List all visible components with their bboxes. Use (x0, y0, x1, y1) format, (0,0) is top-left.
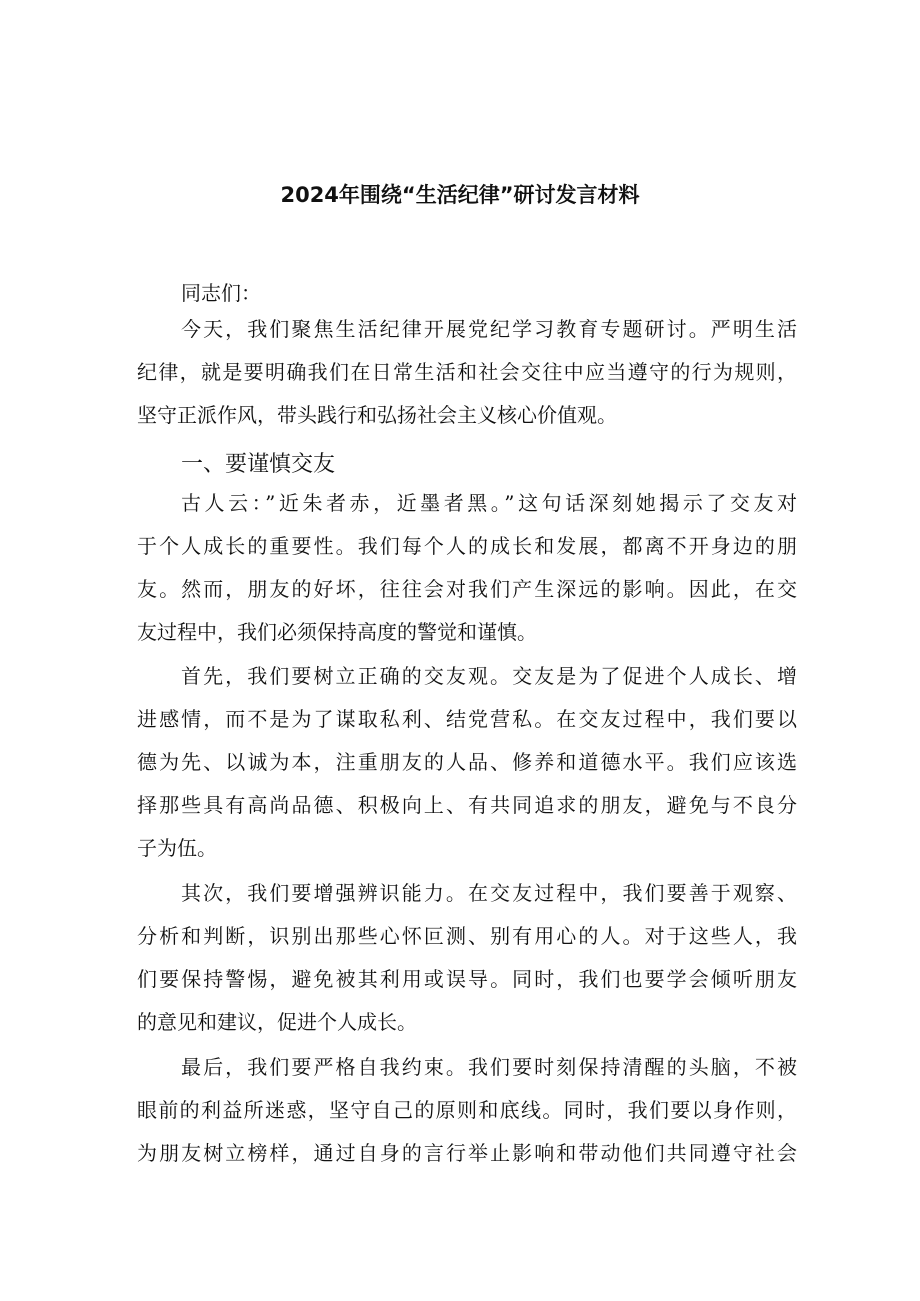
paragraph-line: 最后，我们要严格自我约束。我们要时刻保持清醒的头脑，不被 (181, 1055, 797, 1079)
paragraph-line: 友过程中，我们必须保持高度的警觉和谨慎。 (137, 620, 537, 644)
paragraph-line: 于个人成长的重要性。我们每个人的成长和发展，都离不开身边的朋 (137, 534, 797, 558)
section-heading: 一、要谨慎交友 (181, 452, 336, 477)
paragraph-line: 坚守正派作风，带头践行和弘扬社会主义核心价值观。 (137, 403, 617, 427)
paragraph-line: 德为先、以诚为本，注重朋友的人品、修养和道德水平。我们应该选 (137, 750, 797, 774)
paragraph-line: 古人云：”近朱者赤，近墨者黑。”这句话深刻她揭示了交友对 (181, 491, 797, 515)
paragraph-line: 们要保持警惕，避免被其利用或误导。同时，我们也要学会倾听朋友 (137, 967, 797, 991)
paragraph-line: 择那些具有高尚品德、积极向上、有共同追求的朋友，避免与不良分 (137, 793, 797, 817)
paragraph-line: 纪律，就是要明确我们在日常生活和社会交往中应当遵守的行为规则， (137, 360, 797, 384)
paragraph-line: 今天，我们聚焦生活纪律开展党纪学习教育专题研讨。严明生活 (181, 317, 797, 341)
paragraph-line: 分析和判断，识别出那些心怀叵测、别有用心的人。对于这些人，我 (137, 924, 797, 948)
paragraph-line: 子为伍。 (137, 836, 217, 860)
document-title: 2024年围绕“生活纪律”研讨发言材料 (280, 183, 640, 207)
paragraph-line: 首先，我们要树立正确的交友观。交友是为了促进个人成长、增 (181, 664, 797, 688)
paragraph-line: 其次，我们要增强辨识能力。在交友过程中，我们要善于观察、 (181, 881, 797, 905)
paragraph-line: 眼前的利益所迷惑，坚守自己的原则和底线。同时，我们要以身作则， (137, 1098, 797, 1122)
salutation-line: 同志们： (181, 281, 261, 305)
paragraph-line: 为朋友树立榜样，通过自身的言行举止影响和带动他们共同遵守社会 (137, 1141, 797, 1165)
paragraph-line: 友。然而，朋友的好坏，往往会对我们产生深远的影响。因此，在交 (137, 577, 797, 601)
paragraph-line: 的意见和建议，促进个人成长。 (137, 1010, 417, 1034)
paragraph-line: 进感情，而不是为了谋取私利、结党营私。在交友过程中，我们要以 (137, 707, 797, 731)
